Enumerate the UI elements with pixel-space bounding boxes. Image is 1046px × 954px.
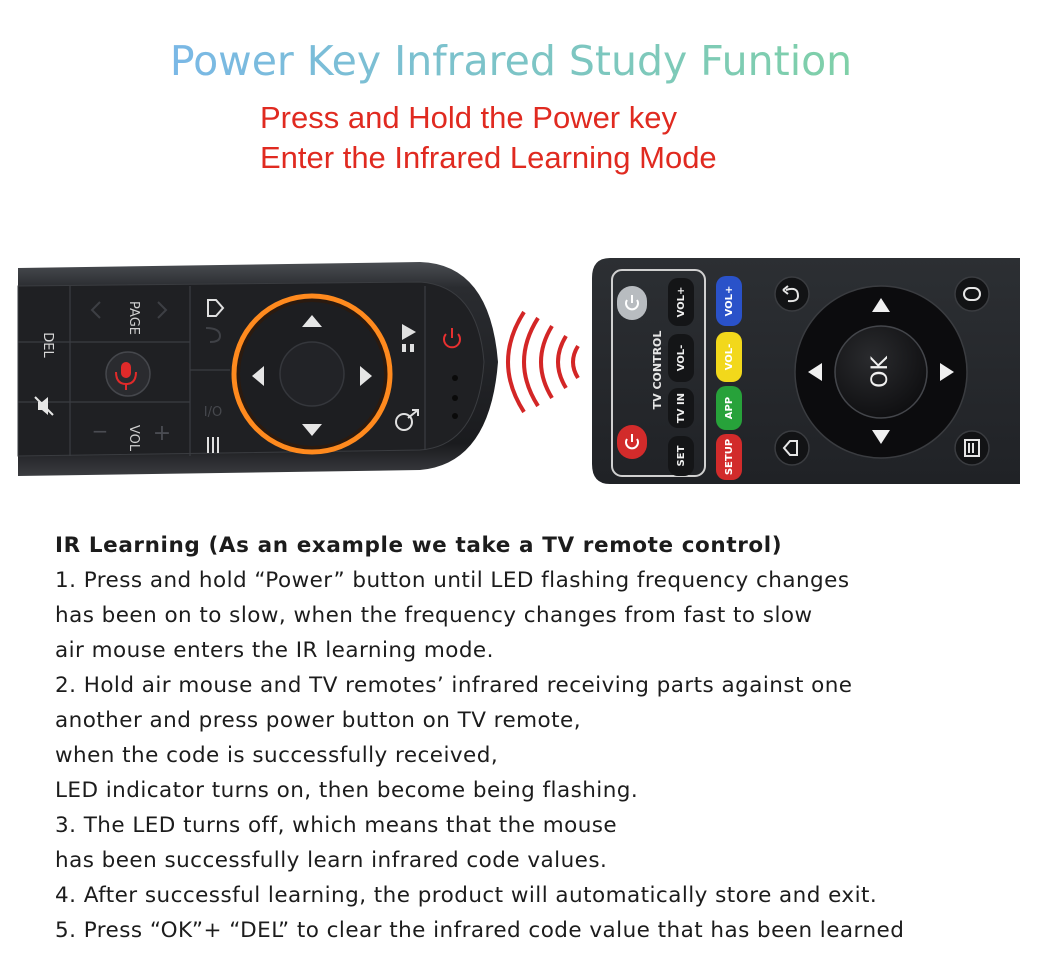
set-key-label: SET [676, 445, 687, 467]
subtitle-line-1: Press and Hold the Power key [260, 100, 677, 135]
instruction-line: 4. After successful learning, the product will automatically store and exit. [55, 883, 878, 908]
vol-minus-key-label: VOL- [676, 344, 687, 372]
yellow-vol-minus-key-label: VOL- [724, 343, 735, 371]
back-icon[interactable] [775, 277, 809, 311]
blue-vol-plus-key-label: VOL+ [724, 285, 735, 317]
app-key-label: APP [724, 396, 735, 420]
mouse-icon[interactable] [955, 277, 989, 311]
page-title-text: Power Key Infrared Study Funtion [169, 37, 853, 85]
vol-plus-key-label: VOL+ [676, 286, 687, 318]
subtitle-line-2: Enter the Infrared Learning Mode [260, 140, 717, 175]
tv-in-key-label: TV IN [676, 392, 687, 424]
del-key-label: DEL [40, 332, 55, 358]
setup-key-label: SETUP [724, 438, 735, 476]
tv-control-label: TV CONTROL [651, 330, 664, 410]
instructions-heading: IR Learning (As an example we take a TV remote control) [55, 533, 783, 558]
instruction-line: when the code is successfully received, [55, 743, 499, 768]
instruction-line: 5. Press “OK”+ “DEL” to clear the infrared code value that has been learned [55, 918, 905, 943]
menu-icon[interactable] [955, 431, 989, 465]
home-icon[interactable] [775, 431, 809, 465]
ok-key-label: OK [868, 356, 893, 388]
instruction-line: air mouse enters the IR learning mode. [55, 638, 494, 663]
vol-minus-label: − [91, 419, 109, 443]
microphone-icon[interactable] [106, 352, 150, 396]
instruction-line: 2. Hold air mouse and TV remotes’ infrared receiving parts against one [55, 673, 853, 698]
infrared-signal-icon [508, 312, 578, 412]
instruction-line: 3. The LED turns off, which means that the mouse [55, 813, 618, 838]
page-label: PAGE [126, 301, 141, 335]
instruction-line: 1. Press and hold “Power” button until LED flashing frequency changes [55, 568, 850, 593]
air-mouse-dpad[interactable] [232, 294, 392, 454]
air-mouse-remote [18, 262, 498, 476]
remotes-illustration [0, 250, 1046, 495]
tv-remote [592, 258, 1020, 484]
instruction-line: has been successfully learn infrared code values. [55, 848, 608, 873]
vol-label: VOL [126, 424, 141, 452]
instruction-line: LED indicator turns on, then become being flashing. [55, 778, 639, 803]
svg-text:I/O: I/O [203, 405, 223, 420]
instruction-line: another and press power button on TV remote, [55, 708, 581, 733]
instruction-line: has been on to slow, when the frequency changes from fast to slow [55, 603, 813, 628]
vol-plus-label: + [152, 421, 172, 446]
instructions [55, 528, 1035, 948]
tv-remote-dpad[interactable] [795, 286, 967, 458]
